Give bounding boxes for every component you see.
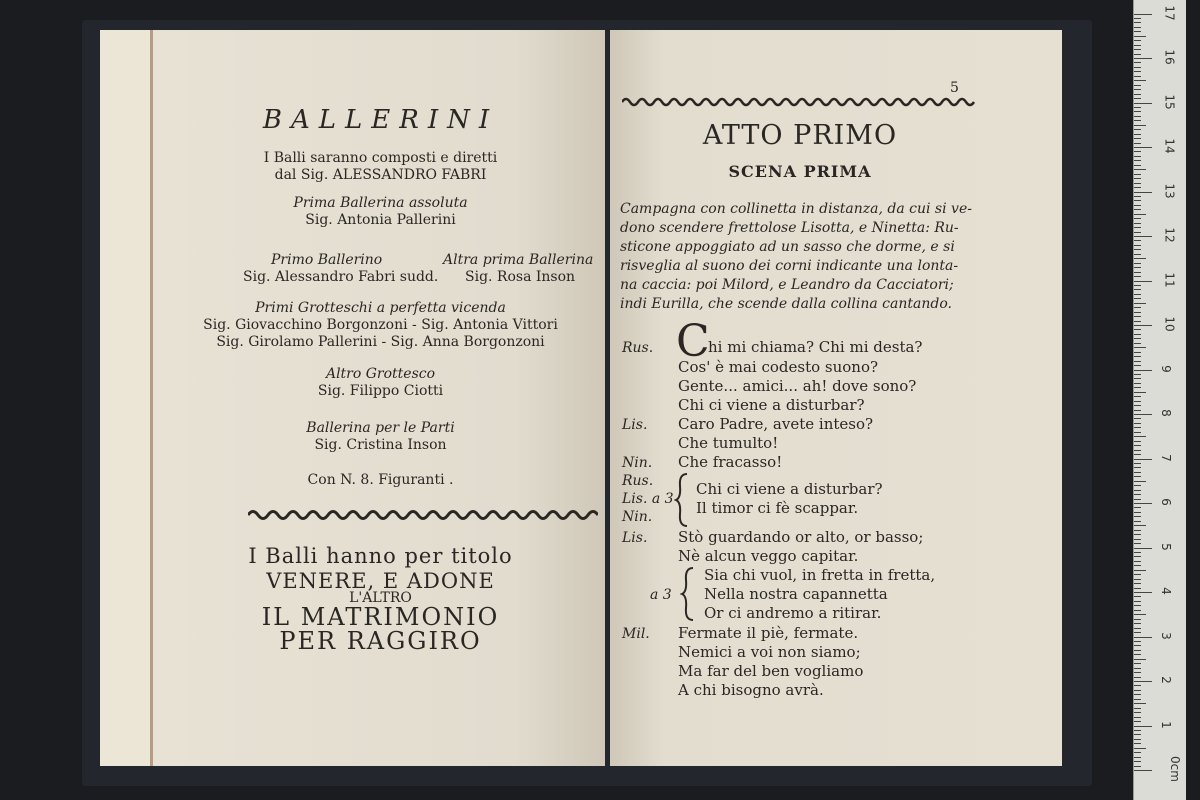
ruler-tick bbox=[1134, 565, 1141, 566]
ruler-tick bbox=[1134, 770, 1152, 771]
ruler-tick bbox=[1134, 94, 1141, 95]
speaker-rus: Rus. bbox=[622, 473, 654, 489]
ruler-tick bbox=[1134, 89, 1141, 90]
ruler-tick bbox=[1134, 196, 1141, 197]
ruler-tick bbox=[1134, 98, 1141, 99]
ruler-tick bbox=[1134, 214, 1146, 215]
ruler-tick bbox=[1134, 396, 1141, 397]
ruler-tick bbox=[1134, 521, 1141, 522]
role-prima-ballerina: Prima Ballerina assoluta bbox=[293, 195, 468, 211]
role-primi-grotteschi: Primi Grotteschi a perfetta vicenda bbox=[255, 300, 506, 316]
ruler-tick bbox=[1134, 445, 1141, 446]
ruler-tick bbox=[1134, 192, 1152, 193]
ruler-tick bbox=[1134, 329, 1141, 330]
ruler-tick bbox=[1134, 232, 1141, 233]
ruler-tick bbox=[1134, 54, 1141, 55]
verse-line: Ma far del ben vogliamo bbox=[678, 662, 864, 680]
ruler-tick bbox=[1134, 80, 1146, 81]
ruler-label: 12 bbox=[1162, 227, 1177, 243]
ruler-tick bbox=[1134, 463, 1141, 464]
scene-description-4: risveglia al suono dei corni indicante una lonta- bbox=[620, 258, 959, 274]
title-other-label: L'ALTRO bbox=[349, 590, 412, 606]
ruler-tick bbox=[1134, 485, 1141, 486]
ruler-tick bbox=[1134, 672, 1141, 673]
ruler-tick bbox=[1134, 534, 1141, 535]
verse-line: Il timor ci fè scappar. bbox=[696, 499, 859, 517]
ruler-tick bbox=[1134, 717, 1141, 718]
speaker-nin: Nin. bbox=[622, 509, 653, 525]
ruler-tick bbox=[1134, 481, 1146, 482]
speaker-lis: Lis. bbox=[622, 530, 648, 546]
ruler-tick bbox=[1134, 548, 1152, 549]
ruler-tick bbox=[1134, 45, 1141, 46]
ruler-tick bbox=[1134, 49, 1141, 50]
ruler-label: 2 bbox=[1158, 676, 1173, 684]
ruler-tick bbox=[1134, 338, 1141, 339]
ruler-tick bbox=[1134, 370, 1152, 371]
ruler-label: 8 bbox=[1158, 409, 1173, 417]
ruler-tick bbox=[1134, 303, 1146, 304]
ruler-tick bbox=[1134, 392, 1146, 393]
title-per-raggiro: PER RAGGIRO bbox=[279, 627, 482, 655]
ruler-label: 0cm bbox=[1167, 756, 1182, 782]
ruler-tick bbox=[1134, 472, 1141, 473]
ruler-tick bbox=[1134, 103, 1152, 104]
speaker-nin: Nin. bbox=[622, 455, 653, 471]
ruler-tick bbox=[1134, 730, 1141, 731]
ruler-tick bbox=[1134, 703, 1146, 704]
ruler-tick bbox=[1134, 681, 1152, 682]
intro-line-1: I Balli saranno composti e diretti bbox=[263, 150, 498, 166]
ruler-tick bbox=[1134, 352, 1141, 353]
ruler-tick bbox=[1134, 467, 1141, 468]
ruler-tick bbox=[1134, 209, 1141, 210]
title-venere-adone: VENERE, E ADONE bbox=[266, 569, 495, 593]
ruler-label: 6 bbox=[1158, 498, 1173, 506]
ruler-tick bbox=[1134, 387, 1141, 388]
ruler-tick bbox=[1134, 374, 1141, 375]
ruler-tick bbox=[1134, 18, 1141, 19]
role-primo-ballerino: Primo Ballerino bbox=[271, 252, 383, 268]
ruler-tick bbox=[1134, 120, 1141, 121]
ruler-tick bbox=[1134, 14, 1152, 15]
name-primo-ballerino: Sig. Alessandro Fabri sudd. bbox=[243, 269, 439, 285]
ruler-tick bbox=[1134, 245, 1141, 246]
ruler-tick bbox=[1134, 418, 1141, 419]
ruler-tick bbox=[1134, 165, 1141, 166]
ruler-tick bbox=[1134, 552, 1141, 553]
ruler-tick bbox=[1134, 347, 1146, 348]
ruler-tick bbox=[1134, 743, 1141, 744]
ruler-tick bbox=[1134, 637, 1152, 638]
verse-line: Sia chi vuol, in fretta in fretta, bbox=[704, 566, 936, 584]
ruler-tick bbox=[1134, 734, 1141, 735]
ruler-tick bbox=[1134, 267, 1141, 268]
name-grotteschi-2: Sig. Girolamo Pallerini - Sig. Anna Borgonzoni bbox=[216, 334, 545, 350]
dropcap: C bbox=[676, 316, 710, 367]
verse-line: Nella nostra capannetta bbox=[704, 585, 888, 603]
ruler-label: 9 bbox=[1158, 364, 1173, 373]
ruler-tick bbox=[1134, 556, 1141, 557]
ruler-tick bbox=[1134, 601, 1141, 602]
ruler-label: 1 bbox=[1158, 720, 1173, 729]
ruler-tick bbox=[1134, 129, 1141, 130]
ruler-tick bbox=[1134, 721, 1141, 722]
ruler-tick bbox=[1134, 156, 1141, 157]
ruler-tick bbox=[1134, 27, 1141, 28]
ruler-tick bbox=[1134, 147, 1152, 148]
name-grotteschi-1: Sig. Giovacchino Borgonzoni - Sig. Antonia Vittori bbox=[203, 317, 558, 333]
ruler-tick bbox=[1134, 365, 1141, 366]
ruler-tick bbox=[1134, 623, 1141, 624]
ruler-label: 16 bbox=[1162, 49, 1177, 65]
ruler-tick bbox=[1134, 107, 1141, 108]
act-title: ATTO PRIMO bbox=[702, 120, 898, 151]
ruler-label: 3 bbox=[1158, 631, 1173, 640]
ruler-tick bbox=[1134, 752, 1141, 753]
page-number: 5 bbox=[950, 80, 959, 96]
role-ballerina-parti: Ballerina per le Parti bbox=[306, 420, 455, 436]
ruler-tick bbox=[1134, 583, 1141, 584]
ruler-tick bbox=[1134, 356, 1141, 357]
ruler-tick bbox=[1134, 690, 1141, 691]
ruler-tick bbox=[1134, 378, 1141, 379]
ruler-tick bbox=[1134, 588, 1141, 589]
ruler-tick bbox=[1134, 143, 1141, 144]
ruler-tick bbox=[1134, 183, 1141, 184]
ruler-tick bbox=[1134, 401, 1141, 402]
ruler-tick bbox=[1134, 316, 1141, 317]
ruler-tick bbox=[1134, 285, 1141, 286]
verse-line: Chi ci viene a disturbar? bbox=[696, 480, 883, 498]
ruler-label: 7 bbox=[1158, 453, 1173, 462]
intro-line-2: dal Sig. ALESSANDRO FABRI bbox=[274, 167, 487, 183]
ruler-tick bbox=[1134, 227, 1141, 228]
speaker-lis-a3: Lis. a 3 bbox=[622, 491, 674, 507]
ruler-label: 4 bbox=[1158, 587, 1173, 595]
ruler-tick bbox=[1134, 436, 1146, 437]
ruler-tick bbox=[1134, 174, 1141, 175]
ruler-tick bbox=[1134, 677, 1141, 678]
name-altra-prima: Sig. Rosa Inson bbox=[465, 269, 576, 285]
ruler-tick bbox=[1134, 516, 1141, 517]
ruler-label: 5 bbox=[1158, 542, 1173, 551]
scene-title: SCENA PRIMA bbox=[728, 162, 872, 181]
ruler-tick bbox=[1134, 610, 1141, 611]
ruler-tick bbox=[1134, 76, 1141, 77]
ruler-tick bbox=[1134, 258, 1146, 259]
ruler-tick bbox=[1134, 423, 1141, 424]
ruler-tick bbox=[1134, 178, 1141, 179]
ruler-tick bbox=[1134, 67, 1141, 68]
ruler-tick bbox=[1134, 343, 1141, 344]
ruler-tick bbox=[1134, 325, 1152, 326]
scene-description-5: na caccia: poi Milord, e Leandro da Cacciatori; bbox=[620, 277, 954, 293]
ruler-tick bbox=[1134, 160, 1141, 161]
ruler-tick bbox=[1134, 699, 1141, 700]
ruler-tick bbox=[1134, 663, 1141, 664]
verse-line: Che fracasso! bbox=[678, 453, 783, 471]
ruler-tick bbox=[1134, 307, 1141, 308]
ruler-tick bbox=[1134, 71, 1141, 72]
ruler-tick bbox=[1134, 410, 1141, 411]
scene-description-3: sticone appoggiato ad un sasso che dorme, e si bbox=[620, 239, 955, 255]
ruler-tick bbox=[1134, 334, 1141, 335]
ruler-tick bbox=[1134, 507, 1141, 508]
ruler-tick bbox=[1134, 187, 1141, 188]
role-altro-grottesco: Altro Grottesco bbox=[325, 366, 436, 382]
ruler-tick bbox=[1134, 476, 1141, 477]
ruler-tick bbox=[1134, 240, 1141, 241]
speaker-rus: Rus. bbox=[622, 340, 654, 356]
ruler-tick bbox=[1134, 645, 1141, 646]
ruler-tick bbox=[1134, 539, 1141, 540]
ruler-tick bbox=[1134, 441, 1141, 442]
name-ballerina-parti: Sig. Cristina Inson bbox=[314, 437, 447, 453]
ruler-tick bbox=[1134, 22, 1141, 23]
verse-line: Nemici a voi non siamo; bbox=[678, 643, 861, 661]
ruler-tick bbox=[1134, 543, 1141, 544]
ruler-label: 13 bbox=[1162, 182, 1177, 199]
ruler-tick bbox=[1134, 694, 1141, 695]
verse-line: Cos' è mai codesto suono? bbox=[678, 358, 879, 376]
ruler-tick bbox=[1134, 289, 1141, 290]
ruler-tick bbox=[1134, 36, 1146, 37]
ruler-tick bbox=[1134, 236, 1152, 237]
ruler-tick bbox=[1134, 276, 1141, 277]
title-matrimonio: IL MATRIMONIO bbox=[261, 603, 500, 631]
ruler-tick bbox=[1134, 685, 1141, 686]
titles-intro: I Balli hanno per titolo bbox=[248, 544, 513, 568]
verse-line: Fermate il piè, fermate. bbox=[678, 624, 859, 642]
ruler-tick bbox=[1134, 757, 1141, 758]
ruler-tick bbox=[1134, 85, 1141, 86]
scene-description-6: indi Eurilla, che scende dalla collina cantando. bbox=[620, 296, 952, 312]
ruler-tick bbox=[1134, 414, 1152, 415]
left-ornament-rule bbox=[248, 508, 598, 522]
ruler-tick bbox=[1134, 427, 1141, 428]
ruler-tick bbox=[1134, 761, 1141, 762]
ruler-tick bbox=[1134, 650, 1141, 651]
ruler-tick bbox=[1134, 116, 1141, 117]
ruler-label: 14 bbox=[1162, 138, 1177, 154]
ruler-tick bbox=[1134, 151, 1141, 152]
ruler-label: 10 bbox=[1162, 316, 1177, 332]
ruler-tick bbox=[1134, 712, 1141, 713]
ruler-tick bbox=[1134, 40, 1141, 41]
ruler-tick bbox=[1134, 596, 1141, 597]
ruler-label: 15 bbox=[1162, 93, 1177, 110]
ruler-tick bbox=[1134, 708, 1141, 709]
ruler-tick bbox=[1134, 432, 1141, 433]
ruler-tick bbox=[1134, 281, 1152, 282]
ruler-tick bbox=[1134, 605, 1141, 606]
ruler-tick bbox=[1134, 450, 1141, 451]
ruler-tick bbox=[1134, 249, 1141, 250]
right-ornament-rule bbox=[622, 96, 977, 108]
verse-line: hi mi chiama? Chi mi desta? bbox=[708, 338, 923, 356]
verse-line: Or ci andremo a ritirar. bbox=[704, 604, 882, 622]
ruler-tick bbox=[1134, 561, 1141, 562]
ruler-tick bbox=[1134, 574, 1141, 575]
ruler-tick bbox=[1134, 530, 1141, 531]
a3-label: a 3 bbox=[650, 587, 672, 603]
ruler-tick bbox=[1134, 62, 1141, 63]
ruler-tick bbox=[1134, 726, 1152, 727]
measurement-ruler bbox=[1133, 0, 1186, 800]
ruler-label: 11 bbox=[1162, 271, 1177, 288]
ruler-tick bbox=[1134, 592, 1152, 593]
name-prima-ballerina: Sig. Antonia Pallerini bbox=[305, 212, 456, 228]
ruler-tick bbox=[1134, 405, 1141, 406]
ruler-tick bbox=[1134, 739, 1141, 740]
verse-line: Che tumulto! bbox=[678, 434, 779, 452]
ruler-tick bbox=[1134, 361, 1141, 362]
speaker-lis: Lis. bbox=[622, 417, 648, 433]
verse-line: Chi ci viene a disturbar? bbox=[678, 396, 865, 414]
ruler-tick bbox=[1134, 312, 1141, 313]
ruler-tick bbox=[1134, 654, 1141, 655]
ruler-tick bbox=[1134, 254, 1141, 255]
ruler-tick bbox=[1134, 525, 1146, 526]
figuranti-line: Con N. 8. Figuranti . bbox=[307, 472, 454, 488]
ruler-tick bbox=[1134, 383, 1141, 384]
ruler-tick bbox=[1134, 503, 1152, 504]
ruler-tick bbox=[1134, 134, 1141, 135]
ruler-tick bbox=[1134, 321, 1141, 322]
ruler-tick bbox=[1134, 579, 1141, 580]
ruler-tick bbox=[1134, 668, 1141, 669]
a3-brace bbox=[680, 566, 696, 622]
ruler-tick bbox=[1134, 628, 1141, 629]
ruler-tick bbox=[1134, 111, 1141, 112]
verse-line: Gente... amici... ah! dove sono? bbox=[678, 377, 917, 395]
verse-line: A chi bisogno avrà. bbox=[678, 681, 824, 699]
speaker-mil: Mil. bbox=[622, 626, 650, 642]
ruler-tick bbox=[1134, 766, 1141, 767]
ruler-tick bbox=[1134, 294, 1141, 295]
ruler-tick bbox=[1134, 632, 1141, 633]
ruler-tick bbox=[1134, 614, 1146, 615]
ruler-tick bbox=[1134, 499, 1141, 500]
ruler-tick bbox=[1134, 459, 1152, 460]
ballerini-heading: BALLERINI bbox=[262, 105, 499, 135]
ruler-tick bbox=[1134, 218, 1141, 219]
left-page bbox=[150, 30, 605, 766]
ruler-tick bbox=[1134, 619, 1141, 620]
ruler-tick bbox=[1134, 570, 1146, 571]
right-page bbox=[610, 30, 1062, 766]
ruler-tick bbox=[1134, 263, 1141, 264]
verse-line: Stò guardando or alto, or basso; bbox=[678, 528, 924, 546]
name-altro-grottesco: Sig. Filippo Ciotti bbox=[317, 383, 444, 399]
ruler-tick bbox=[1134, 223, 1141, 224]
ruler-tick bbox=[1134, 138, 1141, 139]
ruler-tick bbox=[1134, 58, 1152, 59]
ruler-tick bbox=[1134, 31, 1141, 32]
scene-description-1: Campagna con collinetta in distanza, da cui si ve- bbox=[620, 201, 972, 217]
ruler-tick bbox=[1134, 298, 1141, 299]
verse-line: Caro Padre, avete inteso? bbox=[678, 415, 874, 433]
ruler-tick bbox=[1134, 125, 1146, 126]
verse-line: Nè alcun veggo capitar. bbox=[678, 547, 859, 565]
role-altra-prima: Altra prima Ballerina bbox=[443, 252, 594, 268]
ruler-tick bbox=[1134, 272, 1141, 273]
ruler-tick bbox=[1134, 512, 1141, 513]
ruler-tick bbox=[1134, 641, 1141, 642]
ruler-tick bbox=[1134, 490, 1141, 491]
ruler-tick bbox=[1134, 200, 1141, 201]
ruler-tick bbox=[1134, 494, 1141, 495]
ruler-tick bbox=[1134, 205, 1141, 206]
ruler-label: 17 bbox=[1162, 4, 1177, 21]
ruler-tick bbox=[1134, 659, 1146, 660]
trio-brace bbox=[674, 472, 690, 528]
scene-description-2: dono scendere frettolose Lisotta, e Ninetta: Ru- bbox=[620, 220, 959, 236]
ruler-tick bbox=[1134, 454, 1141, 455]
ruler-tick bbox=[1134, 748, 1146, 749]
ruler-tick bbox=[1134, 169, 1146, 170]
